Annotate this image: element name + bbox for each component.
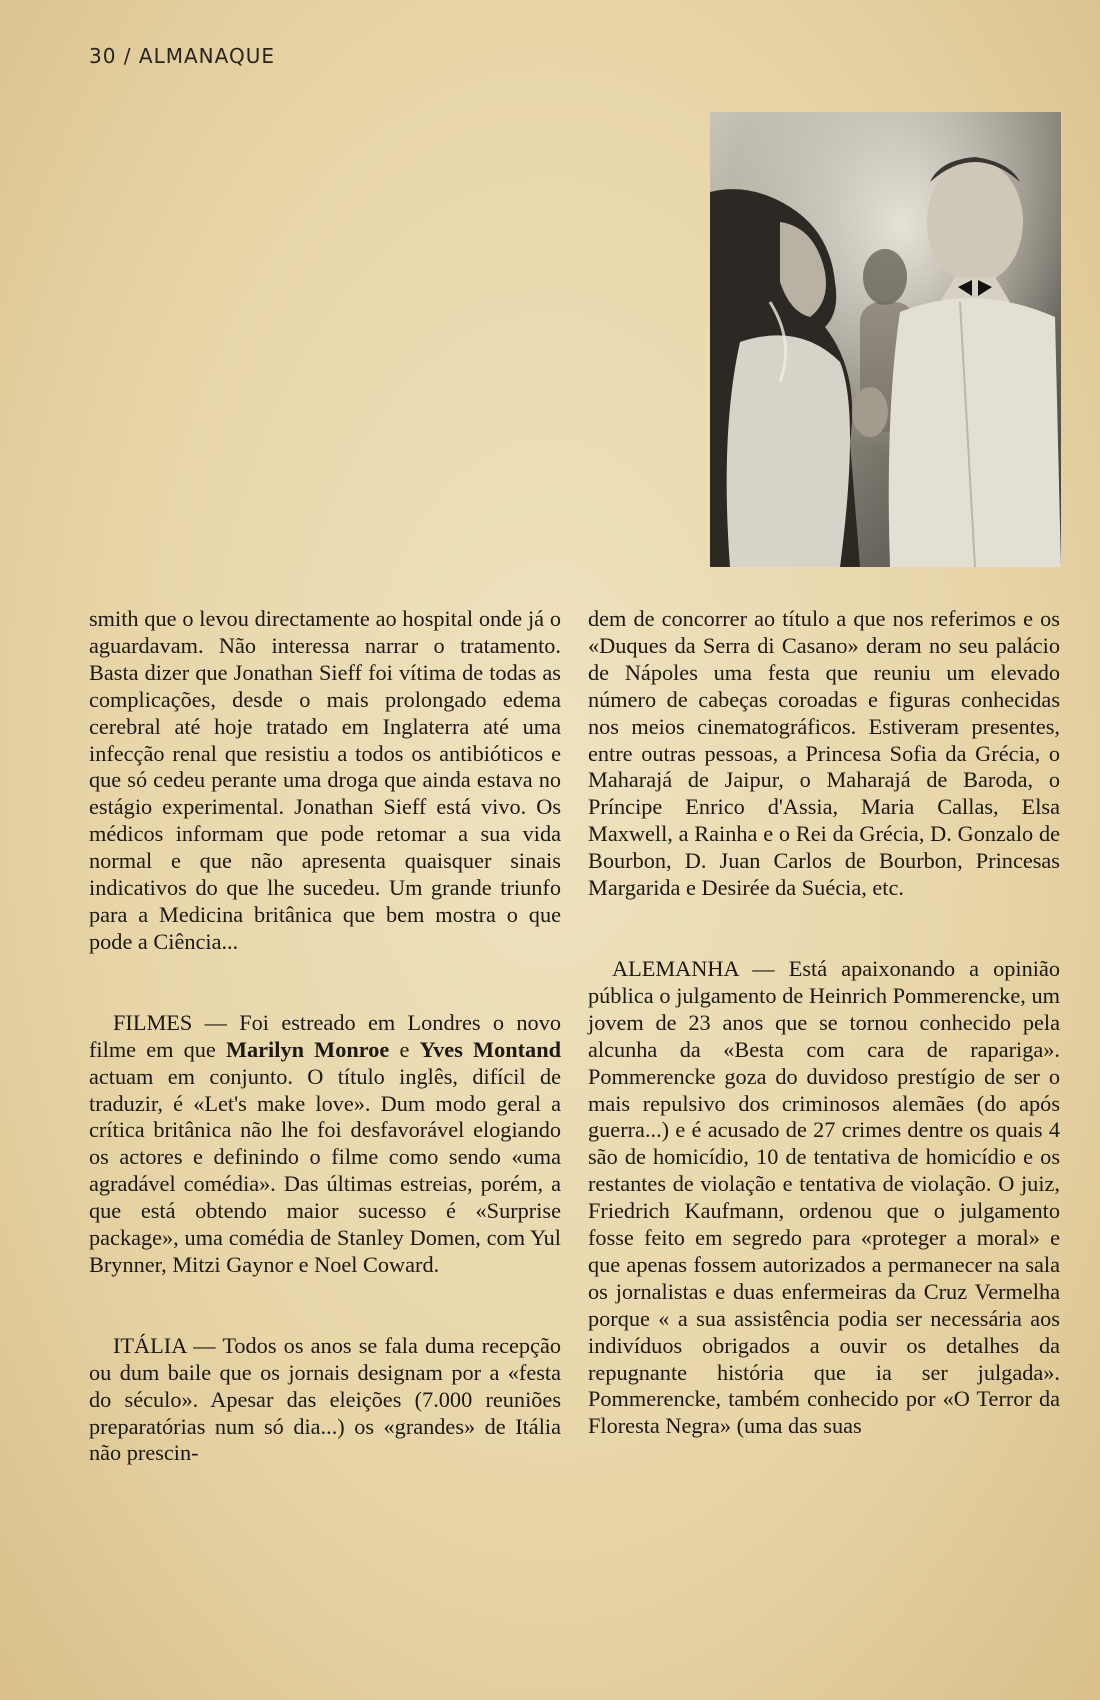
actor-name: Marilyn Monroe — [225, 1036, 390, 1062]
section-lead-italia: ITÁLIA — [113, 1332, 187, 1358]
paragraph-text: — Foi estreado em Londres o novo filme em que — [89, 1009, 561, 1062]
paragraph-italia — [89, 1333, 561, 1468]
section-lead-alemanha: ALEMANHA — [612, 955, 739, 981]
paragraph-alemanha — [588, 956, 1060, 1440]
paragraph-text: e — [389, 1036, 420, 1062]
left-column — [89, 606, 561, 1467]
paragraph-hospital: smith que o levou directamente ao hospital onde já o aguardavam. Não interessa narrar o tratamento. Basta dizer que Jonathan Sieff foi vítima de todas as complicações, desde o mais prolongado edema cerebral até hoje tratado em Inglaterra até uma infecção renal que resistiu a todos os antibióticos e que só cedeu perante uma droga que ainda estava no estágio experimental. Jonathan Sieff está vivo. Os médicos informam que pode retomar a sua vida normal e que não apresenta quaisquer sinais indicativos do que lhe sucedeu. Um grande triunfo para a Medicina britânica que bem mostra o que pode a Ciência... — [89, 606, 561, 954]
page-header: 30 / ALMANAQUE — [89, 44, 275, 68]
actor-name: Yves Montand — [419, 1036, 561, 1062]
photo-image — [710, 112, 1061, 567]
paragraph-filmes — [89, 1010, 561, 1279]
photo-couple-at-party — [710, 112, 1061, 567]
paragraph-text: actuam em conjunto. O título inglês, difícil de traduzir, é «Let's make love». Dum modo geral a crítica britânica não lhe foi desfavorável elogiando os actores e definindo o filme como sendo «uma agradável comédia». Das últimas estreias, porém, a que está obtendo maior sucesso é «Surprise package», uma comédia de Stanley Domen, com Yul Brynner, Mitzi Gaynor e Noel Coward. — [89, 1063, 561, 1277]
paragraph-festa: dem de concorrer ao título a que nos referimos e os «Duques da Serra di Casano» deram no seu palácio de Nápoles uma festa que reuniu um elevado número de cabeças coroadas e figuras conhecidas nos meios cinematográficos. Estiveram presentes, entre outras pessoas, a Princesa Sofia da Grécia, o Maharajá de Jaipur, o Maharajá de Baroda, o Príncipe Enrico d'Assia, Maria Callas, Elsa Maxwell, a Rainha e o Rei da Grécia, D. Gonzalo de Bourbon, D. Juan Carlos de Bourbon, Princesas Margarida e Desirée da Suécia, etc. — [588, 606, 1060, 901]
right-column — [588, 606, 1060, 1440]
section-lead-filmes: FILMES — [113, 1009, 193, 1035]
paragraph-text: — Todos os anos se fala duma recepção ou dum baile que os jornais designam por a «festa do século». Apesar das eleições (7.000 reuniões preparatórias num só dia...) os «grandes» de Itália não prescin- — [89, 1332, 561, 1466]
paragraph-text: — Está apaixonando a opinião pública o julgamento de Heinrich Pommerencke, um jovem de 23 anos que se tornou conhecido pela alcunha da «Besta com cara de rapariga». Pommerencke goza do duvidoso prestígio de ser o mais repulsivo dos criminosos alemães (do após guerra...) e é acusado de 27 crimes dentre os quais 4 são de homicídio, 10 de tentativa de homicídio e os restantes de violação e tentativa de violação. O juiz, Friedrich Kaufmann, ordenou que o julgamento fosse feito em segredo para «proteger a moral» e que apenas fossem autorizados a permanecer na sala os jornalistas e duas enfermeiras da Cruz Vermelha porque « a sua assistência podia ser necessária aos indivíduos obrigados a ouvir os detalhes da repugnante história que ia ser julgada». Pommerencke, também conhecido por «O Terror da Floresta Negra» (uma das suas — [588, 955, 1060, 1439]
